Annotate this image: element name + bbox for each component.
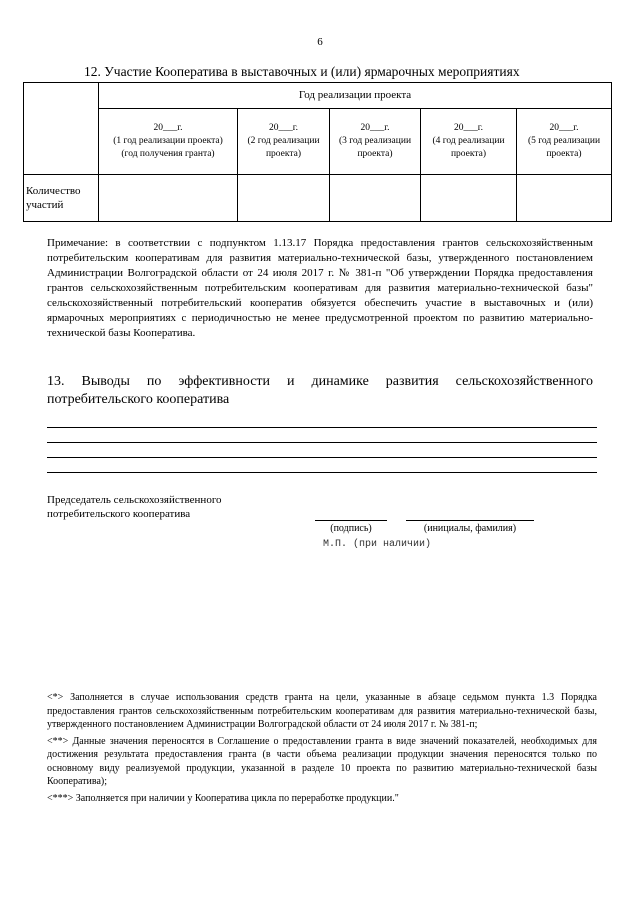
blank-line (47, 442, 597, 443)
chairman-title-line: Председатель сельскохозяйственного (47, 494, 222, 506)
blank-line (47, 427, 597, 428)
name-line (406, 520, 534, 521)
year-placeholder: 20___г. (454, 123, 483, 133)
footnote: <**> Данные значения переносятся в Соглашение о предоставлении гранта в виде значений показателей, необходимых для достижения результата предоставления гранта (в части объема реализации продукции значения переносятся только по основному виду реализуемой продукции, указанной в разделе 10 проекта по развитию материально-технической базы Кооператива); (47, 735, 597, 787)
year-column-5 (517, 109, 612, 175)
year-column-label: (3 год реализации (338, 136, 412, 146)
row-label-line: Количество (26, 185, 81, 197)
signature-line (315, 520, 387, 521)
table-value-cell (421, 175, 517, 222)
table-value-cell (238, 175, 330, 222)
year-column-label: (год получения гранта) (121, 149, 215, 159)
year-column-4 (421, 109, 517, 175)
name-label: (инициалы, фамилия) (423, 523, 517, 534)
footnote: <***> Заполняется при наличии у Кооператива цикла по переработке продукции." (47, 792, 399, 804)
blank-line (47, 457, 597, 458)
footnotes (47, 691, 597, 808)
year-column-label: (5 год реализации (527, 136, 601, 146)
note-paragraph: Примечание: в соответствии с подпунктом 1.13.17 Порядка предоставления грантов сельскохозяйственным потребительским кооперативам для развития материально-технической базы, утвержденного постановлением Администрации Волгоградской области от 24 июля 2017 г. № 381-п "Об утверждении Порядка предоставления грантов сельскохозяйственным потребительским кооперативам для развития материально-технической базы" сельскохозяйственный потребительский кооператив обязуется обеспечить участие в выставочных и (или) ярмарочных мероприятиях с периодичностью не менее предусмотренной проектом по развитию материально-технической базы Кооператива. (47, 237, 593, 339)
signature-label: (подпись) (330, 523, 372, 534)
year-placeholder: 20___г. (360, 123, 390, 133)
year-column-3 (330, 109, 421, 175)
row-label-participations (24, 175, 99, 222)
year-column-label: проекта) (450, 149, 487, 159)
table-value-cell (517, 175, 612, 222)
year-column-label: (4 год реализации (432, 136, 505, 146)
row-label-line: участий (26, 199, 64, 211)
year-placeholder: 20___г. (549, 123, 579, 133)
section-12-title: 12. Участие Кооператива в выставочных и (или) ярмарочных мероприятиях (84, 64, 520, 79)
table-corner-cell (24, 83, 99, 175)
year-column-label: проекта) (265, 149, 302, 159)
table-header-year: Год реализации проекта (99, 83, 612, 109)
participation-table (23, 82, 612, 222)
year-column-label: проекта) (546, 149, 582, 159)
year-column-label: (2 год реализации (247, 136, 320, 146)
year-column-2 (238, 109, 330, 175)
stamp-placeholder: М.П. (при наличии) (323, 539, 432, 550)
year-placeholder: 20___г. (269, 123, 298, 133)
table-value-cell (99, 175, 238, 222)
page-number: 6 (317, 36, 323, 48)
chairman-title (47, 493, 222, 521)
table-value-cell (330, 175, 421, 222)
chairman-title-line: потребительского кооператива (47, 508, 191, 520)
blank-line (47, 472, 597, 473)
year-column-label: (1 год реализации проекта) (113, 136, 223, 146)
footnote: <*> Заполняется в случае использования средств гранта на цели, указанные в абзаце седьмом пункта 1.3 Порядка предоставления грантов сельскохозяйственным потребительским кооперативам для развития материально-технической базы, утвержденного постановлением Администрации Волгоградской области от 24 июля 2017 г. № 381-п; (47, 692, 597, 730)
year-column-1 (99, 109, 238, 175)
section-13-title: 13. Выводы по эффективности и динамике развития сельскохозяйственного потребительского кооператива (47, 374, 593, 407)
year-placeholder: 20___г. (153, 123, 183, 133)
year-column-label: проекта) (357, 149, 393, 159)
